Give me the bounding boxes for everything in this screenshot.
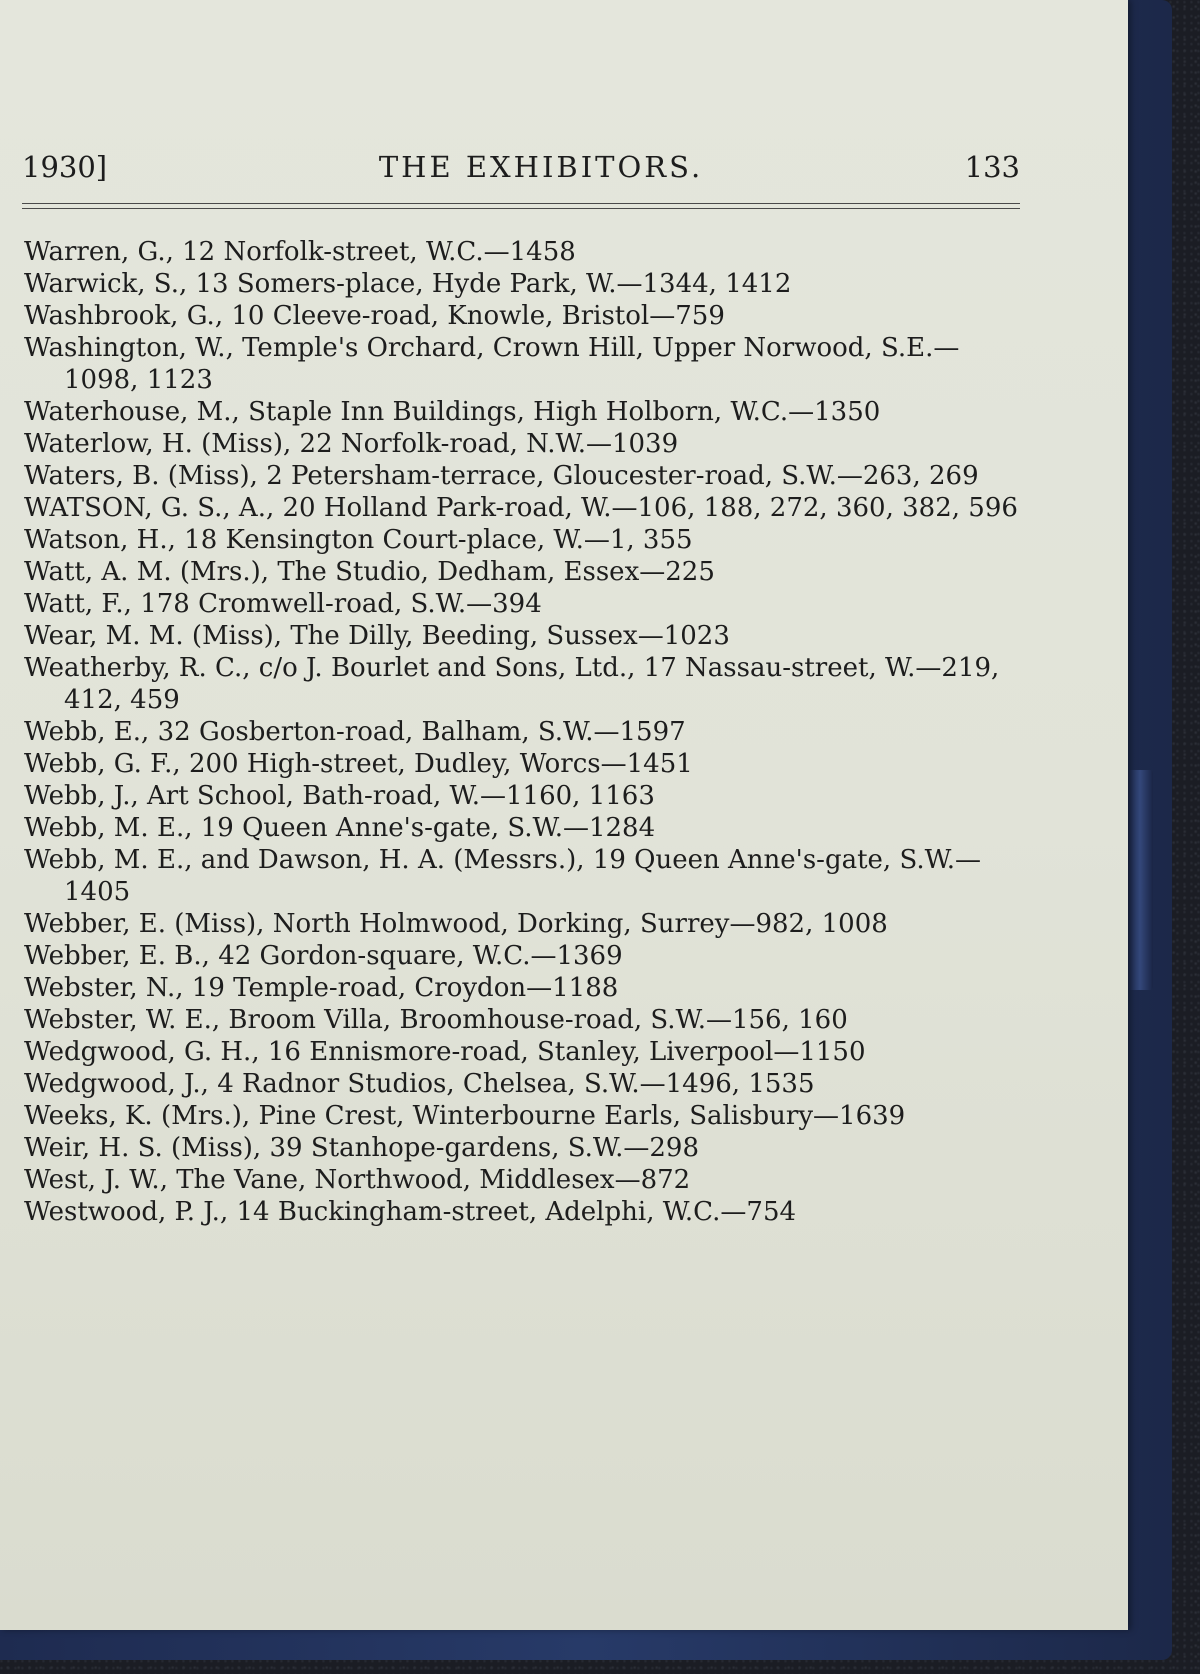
exhibitor-name: Webb, E., (24, 717, 150, 747)
exhibitor-name: Washbrook, G., (24, 301, 224, 331)
exhibitor-name: Webb, M. E., (24, 813, 193, 843)
exhibitor-address: Pine Crest, Winterbourne Earls, Salisbury— (258, 1101, 840, 1131)
exhibit-numbers: 1, 355 (609, 525, 693, 555)
exhibitor-name: Watson, H., (24, 525, 176, 555)
list-item (24, 1196, 1026, 1228)
exhibitor-name: Webber, E. B., (24, 941, 210, 971)
exhibit-numbers: 1023 (663, 621, 730, 651)
exhibitor-name: Weir, H. S. (Miss), (24, 1133, 262, 1163)
exhibitor-list (24, 236, 1026, 1228)
exhibitor-address: 10 Cleeve-road, Knowle, Bristol— (231, 301, 676, 331)
exhibitor-address: 4 Radnor Studios, Chelsea, S.W.— (217, 1069, 666, 1099)
exhibitor-name: Washington, W., (24, 333, 234, 363)
exhibitor-address: 22 Norfolk-road, N.W.— (299, 429, 612, 459)
exhibitor-name: Watt, A. M. (Mrs.), (24, 557, 270, 587)
header-rule-bottom (22, 208, 1020, 209)
exhibitor-name: Waters, B. (Miss), (24, 461, 258, 491)
exhibit-numbers: 1039 (611, 429, 679, 459)
exhibitor-name: Webster, N., (24, 973, 184, 1003)
list-item (24, 268, 1026, 300)
exhibitor-address: The Dilly, Beeding, Sussex— (290, 621, 664, 651)
list-item (24, 492, 1026, 524)
exhibitor-address: 19 Queen Anne's-gate, S.W.— (200, 813, 589, 843)
exhibit-numbers: 1150 (799, 1037, 866, 1067)
exhibit-numbers: 298 (649, 1133, 699, 1163)
exhibitor-address: The Studio, Dedham, Essex— (277, 557, 666, 587)
list-item (24, 428, 1026, 460)
list-item (24, 236, 1026, 268)
exhibit-numbers: 106, 188, 272, 360, 382, 596 (637, 493, 1018, 523)
exhibitor-address: 42 Gordon-square, W.C.— (218, 941, 557, 971)
exhibit-numbers: 1344, 1412 (642, 269, 792, 299)
list-item (24, 556, 1026, 588)
exhibitor-address: 13 Somers-place, Hyde Park, W.— (195, 269, 643, 299)
list-item (24, 300, 1026, 332)
exhibitor-address: 178 Cromwell-road, S.W.— (140, 589, 493, 619)
exhibit-numbers: 1350 (814, 397, 881, 427)
exhibit-numbers: 1188 (552, 973, 619, 1003)
exhibitor-name: Webb, J., (24, 781, 139, 811)
exhibit-numbers: 394 (492, 589, 542, 619)
exhibit-numbers: 1160, 1163 (506, 781, 655, 811)
exhibitor-name: Waterhouse, M., (24, 397, 240, 427)
exhibitor-address: North Holmwood, Dorking, Surrey— (272, 909, 756, 939)
exhibit-numbers: 219, 412, 459 (64, 653, 1000, 715)
exhibitor-address: 200 High-street, Dudley, Worcs— (188, 749, 627, 779)
exhibitor-address: The Vane, Northwood, Middlesex— (176, 1165, 641, 1195)
exhibitor-name: Watt, F., (24, 589, 132, 619)
exhibitor-name: West, J. W., (24, 1165, 168, 1195)
exhibitor-address: 2 Petersham-terrace, Gloucester-road, S.W.— (266, 461, 863, 491)
list-item (24, 396, 1026, 428)
exhibitor-name: Wedgwood, G. H., (24, 1037, 260, 1067)
exhibit-numbers: 1597 (619, 717, 686, 747)
list-item (24, 812, 1026, 844)
exhibitor-name: Waterlow, H. (Miss), (24, 429, 292, 459)
exhibit-numbers: 225 (665, 557, 715, 587)
list-item (24, 620, 1026, 652)
exhibitor-address: Staple Inn Buildings, High Holborn, W.C.— (248, 397, 815, 427)
exhibit-numbers: 1098, 1123 (64, 365, 213, 395)
exhibitor-name: WATSON, G. S., A., (24, 493, 275, 523)
list-item (24, 460, 1026, 492)
exhibit-numbers: 1284 (588, 813, 656, 843)
list-item (24, 908, 1026, 940)
exhibit-numbers: 1639 (839, 1101, 906, 1131)
exhibitor-address: 32 Gosberton-road, Balham, S.W.— (157, 717, 620, 747)
exhibit-numbers: 1496, 1535 (665, 1069, 815, 1099)
list-item (24, 332, 1026, 396)
list-item (24, 652, 1026, 716)
exhibitor-address: Art School, Bath-road, W.— (147, 781, 506, 811)
bookmark-ribbon (1127, 770, 1153, 990)
exhibitor-address: 18 Kensington Court-place, W.— (184, 525, 610, 555)
exhibit-numbers: 982, 1008 (755, 909, 888, 939)
exhibitor-name: Warren, G., (24, 237, 174, 267)
exhibitor-name: Webb, G. F., (24, 749, 181, 779)
exhibitor-address: 14 Buckingham-street, Adelphi, W.C.— (236, 1197, 747, 1227)
exhibitor-name: Wedgwood, J., (24, 1069, 209, 1099)
exhibitor-address: 19 Temple-road, Croydon— (191, 973, 553, 1003)
list-item (24, 588, 1026, 620)
running-head (22, 150, 1020, 190)
exhibit-numbers: 1405 (64, 877, 131, 907)
exhibit-numbers: 263, 269 (862, 461, 979, 491)
exhibitor-address: 16 Ennismore-road, Stanley, Liverpool— (267, 1037, 800, 1067)
exhibitor-name: Webber, E. (Miss), (24, 909, 265, 939)
list-item (24, 748, 1026, 780)
list-item (24, 1164, 1026, 1196)
exhibit-numbers: 754 (746, 1197, 797, 1227)
list-item (24, 1004, 1026, 1036)
exhibitor-name: Weeks, K. (Mrs.), (24, 1101, 251, 1131)
exhibit-numbers: 1458 (509, 237, 576, 267)
list-item (24, 844, 1026, 908)
exhibitor-name: Weatherby, R. C., (24, 653, 251, 683)
list-item (24, 524, 1026, 556)
exhibit-numbers: 872 (640, 1165, 691, 1195)
exhibitor-address: Broom Villa, Broomhouse-road, S.W.— (228, 1005, 732, 1035)
exhibitor-address: 20 Holland Park-road, W.— (282, 493, 638, 523)
exhibitor-address: 39 Stanhope-gardens, S.W.— (269, 1133, 650, 1163)
page-title: THE EXHIBITORS. (378, 150, 704, 184)
exhibitor-name: Webster, W. E., (24, 1005, 221, 1035)
page-number: 133 (964, 150, 1020, 184)
exhibitor-name: Westwood, P. J., (24, 1197, 229, 1227)
exhibitor-address: 12 Norfolk-street, W.C.— (182, 237, 510, 267)
exhibitor-name: Warwick, S., (24, 269, 188, 299)
list-item (24, 1132, 1026, 1164)
list-item (24, 940, 1026, 972)
list-item (24, 1036, 1026, 1068)
exhibit-numbers: 1369 (556, 941, 623, 971)
exhibitor-address: 19 Queen Anne's-gate, S.W.— (592, 845, 982, 875)
exhibitor-name: Wear, M. M. (Miss), (24, 621, 283, 651)
exhibitor-address: Temple's Orchard, Crown Hill, Upper Norwood, S.E.— (242, 333, 960, 363)
list-item (24, 1068, 1026, 1100)
exhibitor-name: Webb, M. E., and Dawson, H. A. (Messrs.), (24, 845, 585, 875)
list-item (24, 972, 1026, 1004)
exhibit-numbers: 1451 (626, 749, 693, 779)
exhibit-numbers: 156, 160 (731, 1005, 848, 1035)
list-item (24, 1100, 1026, 1132)
exhibitor-address: c/o J. Bourlet and Sons, Ltd., 17 Nassau-street, W.— (258, 653, 942, 683)
list-item (24, 780, 1026, 812)
list-item (24, 716, 1026, 748)
header-year: 1930] (22, 150, 108, 184)
header-rule-top (22, 203, 1020, 204)
exhibit-numbers: 759 (675, 301, 725, 331)
